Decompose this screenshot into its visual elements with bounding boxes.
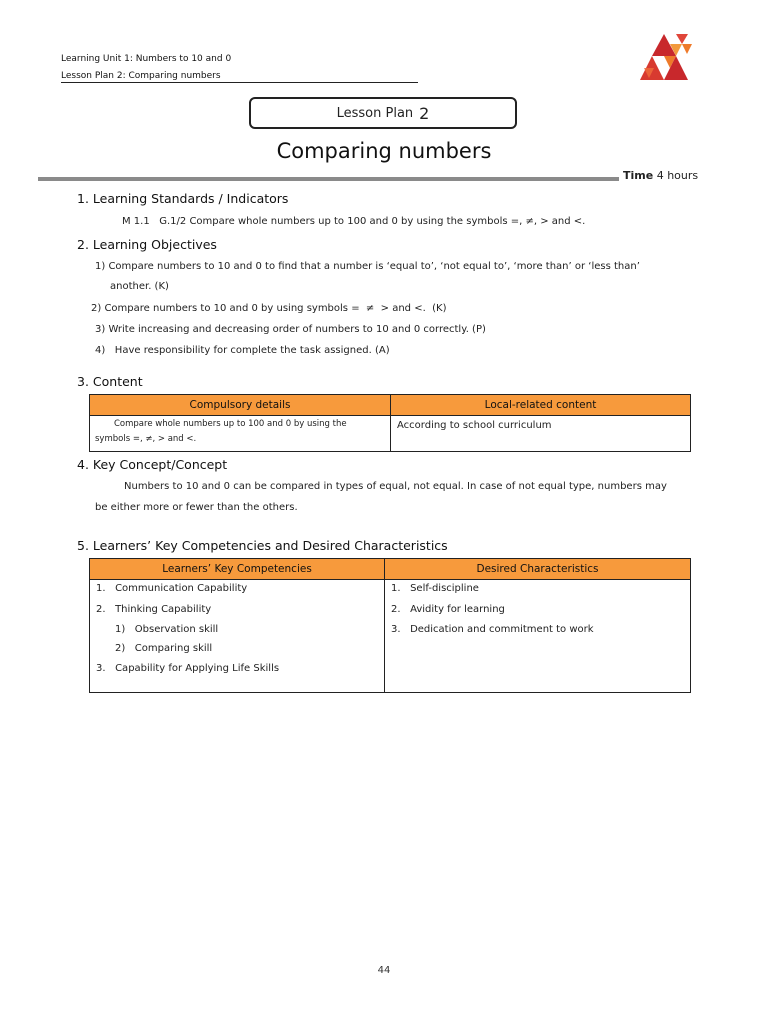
- lesson-plan-number: 2: [419, 103, 430, 123]
- content-cell-local: [391, 416, 691, 452]
- page-number: 44: [377, 965, 391, 976]
- time-label: Time: [623, 169, 654, 182]
- title-rule: [38, 177, 619, 181]
- key-concept-line2: be either more or fewer than the others.: [95, 502, 298, 513]
- content-col-compulsory: Compulsory details: [90, 395, 391, 416]
- characteristic-item: 1. Self-discipline: [391, 583, 479, 594]
- section-2-heading: 2. Learning Objectives: [77, 237, 217, 252]
- content-table: [89, 394, 691, 452]
- header-plan: Lesson Plan 2: Comparing numbers: [61, 71, 221, 81]
- content-cell-compulsory: [90, 416, 391, 452]
- objective-1: 1) Compare numbers to 10 and 0 to find that a number is ‘equal to’, ‘not equal to’, ‘more than’ or ‘less than’: [95, 261, 640, 272]
- publisher-logo-icon: [634, 30, 694, 86]
- competency-subitem: 2) Comparing skill: [115, 643, 213, 654]
- lesson-plan-box: [249, 97, 517, 129]
- competencies-table: [89, 558, 691, 693]
- competencies-col-key: Learners’ Key Competencies: [90, 559, 385, 580]
- content-cell-local-text: According to school curriculum: [397, 420, 552, 431]
- competencies-cell-desired: [385, 580, 691, 693]
- objective-4: 4) Have responsibility for complete the task assigned. (A): [95, 345, 390, 356]
- objective-3: 3) Write increasing and decreasing order of numbers to 10 and 0 correctly. (P): [95, 324, 486, 335]
- section-4-heading: 4. Key Concept/Concept: [77, 457, 228, 472]
- objective-2: 2) Compare numbers to 10 and 0 by using symbols = ≠ > and <. (K): [91, 303, 447, 314]
- characteristic-item: 3. Dedication and commitment to work: [391, 624, 594, 635]
- lesson-plan-label: Lesson Plan: [336, 105, 414, 121]
- section-1-heading: 1. Learning Standards / Indicators: [77, 191, 289, 206]
- competency-item: 2. Thinking Capability: [96, 604, 212, 615]
- section-3-heading: 3. Content: [77, 374, 143, 389]
- section-5-heading: 5. Learners’ Key Competencies and Desired Characteristics: [77, 538, 448, 553]
- section-1-line: M 1.1 G.1/2 Compare whole numbers up to 100 and 0 by using the symbols =, ≠, > and <.: [122, 216, 586, 227]
- time-info: [623, 169, 698, 182]
- competency-item: 1. Communication Capability: [96, 583, 248, 594]
- header-unit: Learning Unit 1: Numbers to 10 and 0: [61, 54, 232, 64]
- competencies-cell-key: [90, 580, 385, 693]
- content-cell-compulsory-line2: symbols =, ≠, > and <.: [95, 434, 197, 444]
- competency-subitem: 1) Observation skill: [115, 624, 219, 635]
- characteristic-item: 2. Avidity for learning: [391, 604, 505, 615]
- key-concept-line1: Numbers to 10 and 0 can be compared in types of equal, not equal. In case of not equal type, numbers may: [124, 481, 667, 492]
- objective-1-cont: another. (K): [110, 281, 169, 292]
- time-value: 4 hours: [656, 169, 699, 182]
- content-col-local: Local-related content: [391, 395, 691, 416]
- content-cell-compulsory-line1: Compare whole numbers up to 100 and 0 by using the: [114, 419, 347, 429]
- page-title: Comparing numbers: [276, 139, 492, 163]
- header-underline: [61, 82, 418, 83]
- competencies-col-desired: Desired Characteristics: [385, 559, 691, 580]
- competency-item: 3. Capability for Applying Life Skills: [96, 663, 280, 674]
